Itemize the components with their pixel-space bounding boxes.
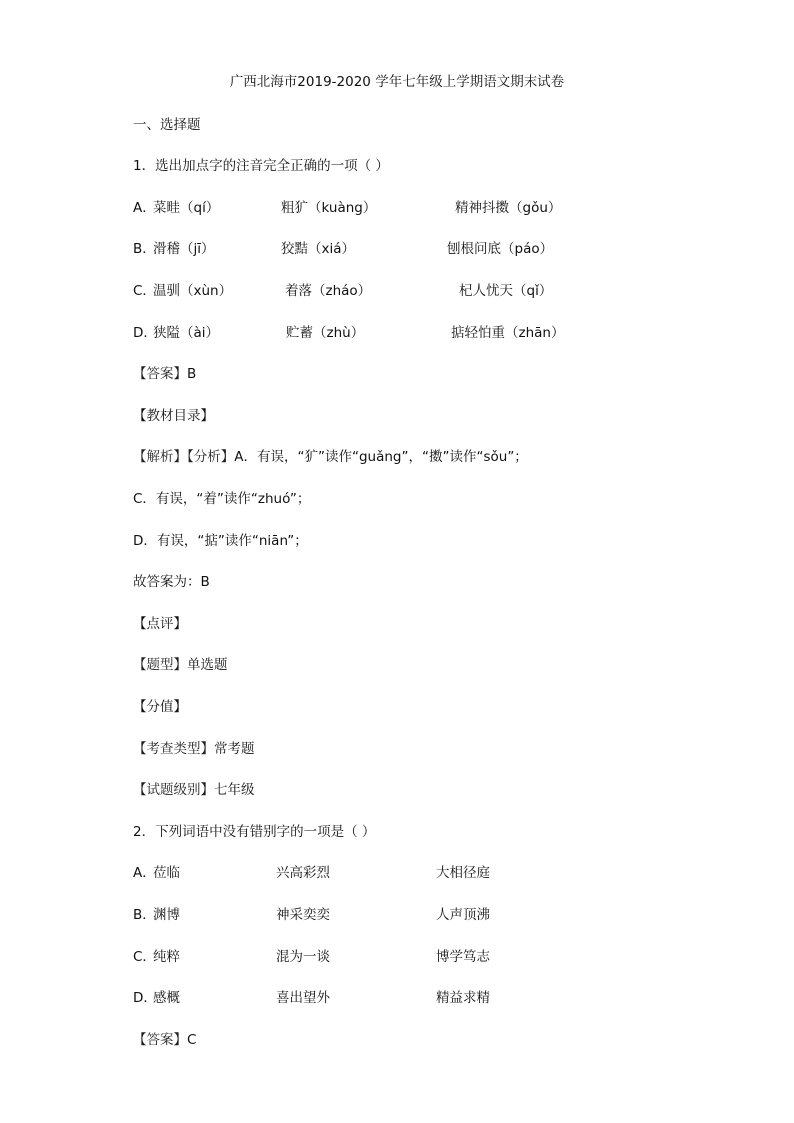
exam-type-tag: 【考查类型】 [133, 741, 214, 757]
section-heading: 一、选择题 [133, 117, 201, 133]
answer-tag: 【答案】 [133, 366, 187, 382]
question-1-analysis-line-3: D．有误，“掂”读作“niān”； [133, 533, 308, 549]
option-letter: D． [133, 990, 157, 1006]
question-1-comment-tag: 【点评】 [133, 616, 187, 632]
option-letter: C． [133, 949, 156, 965]
option-word-1: 温驯（xùn） [153, 283, 233, 299]
option-letter: B． [133, 907, 156, 923]
option-word-3: 人声顶沸 [436, 907, 490, 923]
answer-value: B [187, 366, 197, 382]
option-word-1: 莅临 [153, 865, 180, 881]
document-title: 广西北海市2019-2020 学年七年级上学期语文期末试卷 [229, 74, 565, 90]
question-1-answer [133, 365, 196, 383]
option-word-3: 精益求精 [436, 990, 490, 1006]
level-tag: 【试题级别】 [133, 782, 214, 798]
exam-type-value: 常考题 [214, 741, 255, 757]
option-word-3: 杞人忧天（qǐ） [459, 283, 553, 299]
option-word-3: 大相径庭 [436, 865, 490, 881]
option-word-1: 纯粹 [153, 949, 180, 965]
option-word-1: 狭隘（ài） [153, 325, 220, 341]
analysis-text: A．有误，“犷”读作“guǎng”，“擞”读作“sǒu”； [234, 449, 528, 465]
answer-value: C [187, 1032, 197, 1048]
option-word-2: 神采奕奕 [276, 907, 330, 923]
question-1-analysis-line-2: C．有误，“着”读作“zhuó”； [133, 491, 311, 507]
option-word-2: 兴高彩烈 [276, 865, 330, 881]
question-1-stem: 1．选出加点字的注音完全正确的一项（ ） [133, 158, 389, 174]
question-1-level [133, 781, 255, 799]
option-word-3: 掂轻怕重（zhān） [451, 325, 565, 341]
question-2-stem: 2．下列词语中没有错别字的一项是（ ） [133, 824, 376, 840]
option-word-1: 滑稽（jī） [153, 241, 215, 257]
option-word-2: 着落（zháo） [285, 283, 372, 299]
option-word-2: 混为一谈 [276, 949, 330, 965]
option-letter: B． [133, 241, 156, 257]
analysis-tag: 【解析】【分析】 [133, 449, 235, 465]
option-word-3: 刨根问底（páo） [447, 241, 554, 257]
option-word-1: 感概 [153, 990, 180, 1006]
option-word-3: 博学笃志 [436, 949, 490, 965]
option-word-2: 狡黠（xiá） [281, 241, 356, 257]
option-word-2: 喜出望外 [276, 990, 330, 1006]
question-1-analysis [133, 448, 528, 466]
answer-tag: 【答案】 [133, 1032, 187, 1048]
question-1-conclusion: 故答案为：B [133, 574, 210, 590]
type-value: 单选题 [187, 657, 228, 673]
question-1-score-tag: 【分值】 [133, 699, 187, 715]
option-word-2: 贮蓄（zhù） [286, 325, 365, 341]
option-word-1: 菜畦（qí） [153, 200, 220, 216]
option-letter: D． [133, 325, 157, 341]
question-1-type [133, 656, 228, 674]
level-value: 七年级 [214, 782, 255, 798]
question-1-catalog-tag: 【教材目录】 [133, 408, 214, 424]
option-word-1: 渊博 [153, 907, 180, 923]
option-word-2: 粗犷（kuàng） [281, 200, 377, 216]
question-2-answer [133, 1031, 196, 1049]
option-letter: A． [133, 865, 156, 881]
type-tag: 【题型】 [133, 657, 187, 673]
option-letter: A． [133, 200, 156, 216]
question-1-exam-type [133, 740, 255, 758]
option-letter: C． [133, 283, 156, 299]
option-word-3: 精神抖擞（gǒu） [455, 200, 562, 216]
